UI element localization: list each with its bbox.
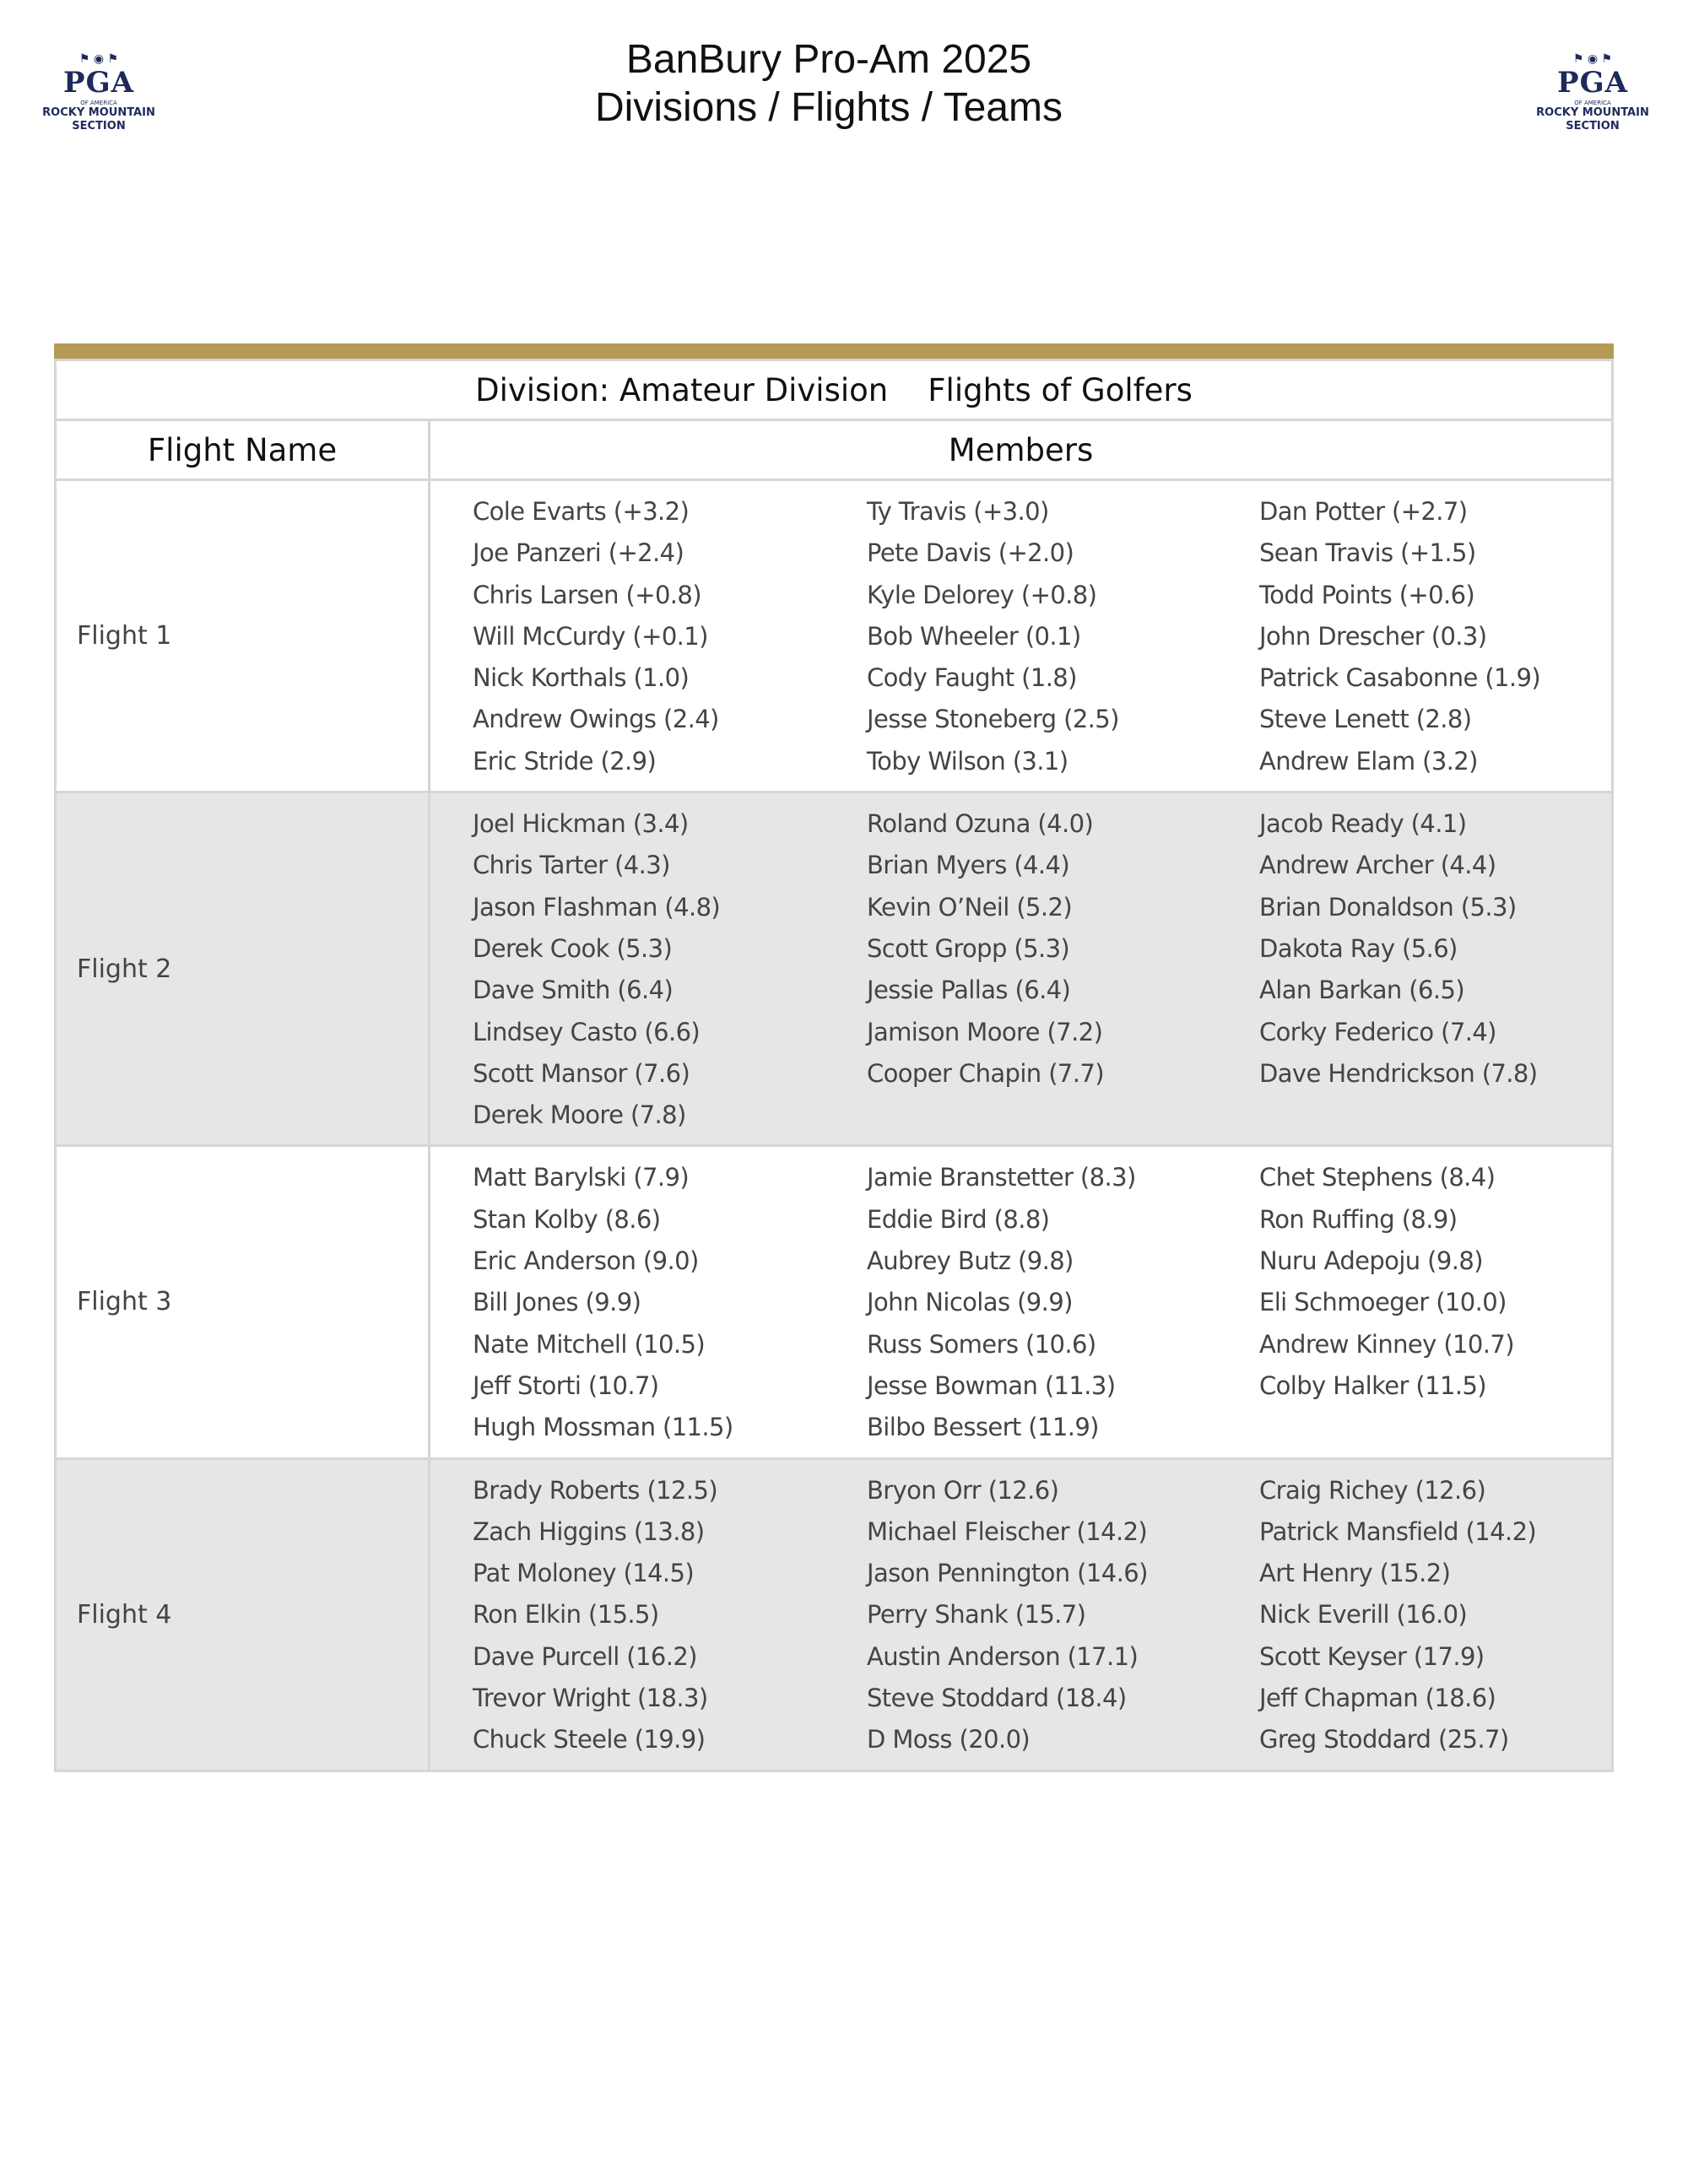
member-entry: Cooper Chapin (7.7)	[867, 1058, 1104, 1088]
member-entry: Steve Lenett (2.8)	[1259, 705, 1472, 734]
title-line-1: BanBury Pro-Am 2025	[625, 37, 1032, 82]
member-entry: Cody Faught (1.8)	[867, 663, 1077, 693]
member-entry: John Drescher (0.3)	[1259, 621, 1487, 651]
member-entry: Perry Shank (15.7)	[867, 1600, 1086, 1630]
member-entry: Jesse Stoneberg (2.5)	[867, 705, 1119, 734]
flight-members	[430, 480, 1613, 792]
flight-name: Flight 3	[56, 1146, 430, 1458]
member-entry: Bilbo Bessert (11.9)	[867, 1413, 1099, 1442]
crossed-clubs-icon: ⚑ ◉ ⚑	[78, 52, 119, 66]
member-entry: Ron Elkin (15.5)	[473, 1600, 659, 1630]
member-entry: Aubrey Butz (9.8)	[867, 1246, 1074, 1276]
member-entry: Scott Gropp (5.3)	[867, 933, 1070, 963]
member-entry: Patrick Mansfield (14.2)	[1259, 1516, 1537, 1546]
member-entry: Dakota Ray (5.6)	[1259, 933, 1458, 963]
logo-section-1: ROCKY MOUNTAIN	[42, 106, 155, 119]
member-entry: Lindsey Casto (6.6)	[473, 1017, 701, 1046]
pga-logo-right	[1529, 52, 1656, 133]
member-entry: Dave Hendrickson (7.8)	[1259, 1058, 1538, 1088]
member-entry: Brian Myers (4.4)	[867, 851, 1070, 880]
col-header-members: Members	[430, 420, 1613, 480]
flight-name: Flight 1	[56, 480, 430, 792]
flights-table	[54, 359, 1614, 1772]
member-entry: Michael Fleischer (14.2)	[867, 1516, 1148, 1546]
member-entry: Nuru Adepoju (9.8)	[1259, 1246, 1483, 1276]
member-entry: Andrew Kinney (10.7)	[1259, 1329, 1514, 1359]
flight-members	[430, 1146, 1613, 1458]
member-entry: Jamison Moore (7.2)	[867, 1017, 1103, 1046]
logo-section-2: SECTION	[1566, 120, 1620, 132]
member-entry: Derek Cook (5.3)	[473, 933, 673, 963]
member-entry: Alan Barkan (6.5)	[1259, 976, 1465, 1005]
member-entry: Jeff Storti (10.7)	[473, 1370, 659, 1400]
member-entry: Jamie Branstetter (8.3)	[867, 1163, 1136, 1192]
member-entry: Bill Jones (9.9)	[473, 1288, 641, 1317]
member-entry: Jeff Chapman (18.6)	[1259, 1684, 1496, 1713]
flight-row	[56, 1146, 1613, 1458]
member-entry: Jessie Pallas (6.4)	[867, 976, 1071, 1005]
member-entry: Greg Stoddard (25.7)	[1259, 1725, 1509, 1754]
member-entry: Todd Points (+0.6)	[1259, 580, 1475, 609]
member-entry: Jason Pennington (14.6)	[867, 1559, 1148, 1588]
member-entry: Will McCurdy (+0.1)	[473, 621, 708, 651]
member-entry: Jacob Ready (4.1)	[1259, 809, 1467, 839]
member-entry: Scott Mansor (7.6)	[473, 1058, 690, 1088]
crossed-clubs-icon: ⚑ ◉ ⚑	[1572, 52, 1613, 66]
member-entry: Nick Everill (16.0)	[1259, 1600, 1468, 1630]
member-entry: Chris Larsen (+0.8)	[473, 580, 701, 609]
member-entry: Eric Stride (2.9)	[473, 746, 657, 776]
member-entry: Toby Wilson (3.1)	[867, 746, 1069, 776]
logo-sub: OF AMERICA	[1574, 100, 1611, 106]
member-entry: Andrew Elam (3.2)	[1259, 746, 1478, 776]
member-entry: Bob Wheeler (0.1)	[867, 621, 1081, 651]
member-entry: Chet Stephens (8.4)	[1259, 1163, 1496, 1192]
logo-section-2: SECTION	[72, 120, 126, 132]
logo-sub: OF AMERICA	[80, 100, 117, 106]
member-entry: Nate Mitchell (10.5)	[473, 1329, 706, 1359]
logo-brand: PGA	[63, 66, 134, 100]
member-entry: D Moss (20.0)	[867, 1725, 1031, 1754]
member-entry: Chuck Steele (19.9)	[473, 1725, 706, 1754]
col-header-flight-name: Flight Name	[56, 420, 430, 480]
title-line-2: Divisions / Flights / Teams	[595, 85, 1063, 130]
member-entry: Jason Flashman (4.8)	[473, 892, 721, 922]
gold-accent-bar	[54, 343, 1614, 359]
member-entry: John Nicolas (9.9)	[867, 1288, 1073, 1317]
member-entry: Andrew Archer (4.4)	[1259, 851, 1496, 880]
member-entry: Hugh Mossman (11.5)	[473, 1413, 733, 1442]
member-entry: Scott Keyser (17.9)	[1259, 1641, 1485, 1671]
logo-section-1: ROCKY MOUNTAIN	[1536, 106, 1649, 119]
member-entry: Kyle Delorey (+0.8)	[867, 580, 1097, 609]
division-header: Division: Amateur Division Flights of Golfers	[56, 360, 1613, 420]
member-entry: Eddie Bird (8.8)	[867, 1204, 1050, 1234]
member-entry: Craig Richey (12.6)	[1259, 1475, 1486, 1505]
member-entry: Steve Stoddard (18.4)	[867, 1684, 1127, 1713]
page-title	[0, 35, 1658, 132]
member-entry: Joe Panzeri (+2.4)	[473, 538, 684, 568]
member-entry: Colby Halker (11.5)	[1259, 1370, 1487, 1400]
member-entry: Dave Purcell (16.2)	[473, 1641, 697, 1671]
member-entry: Cole Evarts (+3.2)	[473, 497, 690, 526]
flight-name: Flight 4	[56, 1458, 430, 1770]
member-entry: Jesse Bowman (11.3)	[867, 1370, 1116, 1400]
member-entry: Matt Barylski (7.9)	[473, 1163, 690, 1192]
member-entry: Zach Higgins (13.8)	[473, 1516, 705, 1546]
member-entry: Brian Donaldson (5.3)	[1259, 892, 1517, 922]
flight-members	[430, 792, 1613, 1146]
member-entry: Bryon Orr (12.6)	[867, 1475, 1059, 1505]
logo-brand: PGA	[1557, 66, 1628, 100]
member-entry: Chris Tarter (4.3)	[473, 851, 670, 880]
member-entry: Joel Hickman (3.4)	[473, 809, 689, 839]
member-entry: Art Henry (15.2)	[1259, 1559, 1451, 1588]
member-entry: Ron Ruffing (8.9)	[1259, 1204, 1458, 1234]
member-entry: Stan Kolby (8.6)	[473, 1204, 661, 1234]
flight-name: Flight 2	[56, 792, 430, 1146]
member-entry: Patrick Casabonne (1.9)	[1259, 663, 1541, 693]
flight-row	[56, 792, 1613, 1146]
member-entry: Dan Potter (+2.7)	[1259, 497, 1468, 526]
member-entry: Eli Schmoeger (10.0)	[1259, 1288, 1507, 1317]
flight-members	[430, 1458, 1613, 1770]
member-entry: Brady Roberts (12.5)	[473, 1475, 718, 1505]
member-entry: Roland Ozuna (4.0)	[867, 809, 1094, 839]
member-entry: Trevor Wright (18.3)	[473, 1684, 708, 1713]
member-entry: Austin Anderson (17.1)	[867, 1641, 1139, 1671]
member-entry: Pat Moloney (14.5)	[473, 1559, 695, 1588]
member-entry: Nick Korthals (1.0)	[473, 663, 690, 693]
flight-row	[56, 480, 1613, 792]
member-entry: Sean Travis (+1.5)	[1259, 538, 1476, 568]
pga-logo-left	[35, 52, 162, 133]
member-entry: Derek Moore (7.8)	[473, 1100, 686, 1130]
member-entry: Kevin O’Neil (5.2)	[867, 892, 1073, 922]
member-entry: Pete Davis (+2.0)	[867, 538, 1074, 568]
member-entry: Russ Somers (10.6)	[867, 1329, 1096, 1359]
flight-row	[56, 1458, 1613, 1770]
member-entry: Dave Smith (6.4)	[473, 976, 674, 1005]
member-entry: Eric Anderson (9.0)	[473, 1246, 699, 1276]
member-entry: Ty Travis (+3.0)	[867, 497, 1049, 526]
member-entry: Andrew Owings (2.4)	[473, 705, 719, 734]
member-entry: Corky Federico (7.4)	[1259, 1017, 1496, 1046]
